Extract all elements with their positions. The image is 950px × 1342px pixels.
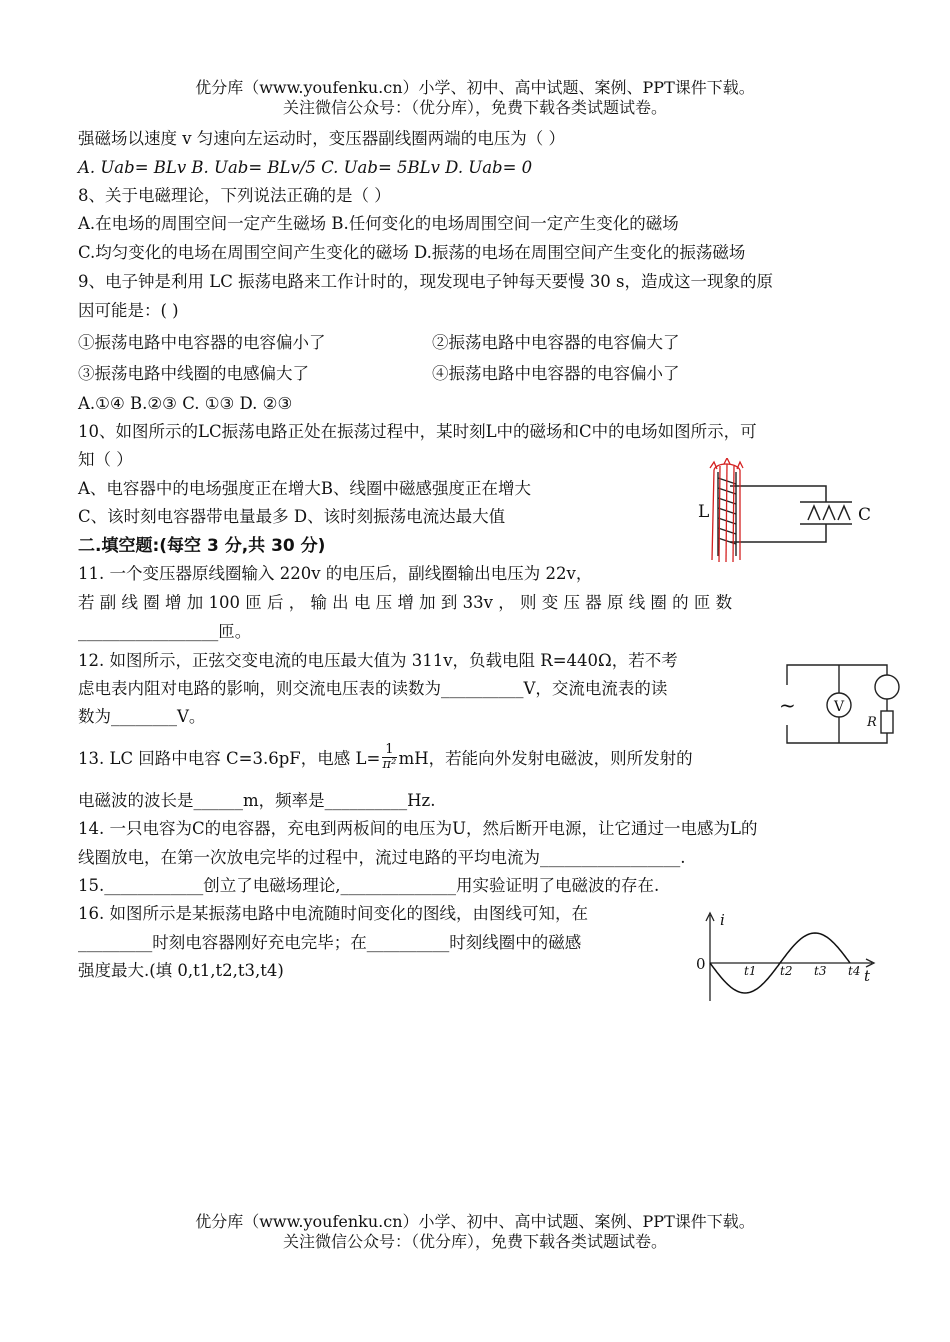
ammeter-icon <box>875 675 899 699</box>
q14-line-1: 14. 一只电容为C的电容器，充电到两板间的电压为U，然后断开电源，让它通过一电感为L的 <box>78 819 758 838</box>
graph-x-label: t <box>864 967 871 985</box>
q16-line-1: 16. 如图所示是某振荡电路中电流随时间变化的图线，由图线可知，在 <box>78 904 588 923</box>
footer-line-2: 关注微信公众号：（优分库），免费下载各类试题试卷。 <box>282 1232 667 1251</box>
q13-fraction-numerator: 1 <box>382 743 396 758</box>
section-2-title: 二.填空题:(每空 3 分,共 30 分) <box>78 536 326 556</box>
voltmeter-label: V <box>834 699 845 715</box>
capacitor-field-arrows <box>808 506 850 520</box>
ac-source-symbol: ~ <box>779 693 796 717</box>
q11-line-2: 若 副 线 圈 增 加 100 匝 后 ， 输 出 电 压 增 加 到 33v ， 则 变 压 器 原 线 圈 的 匝 数 <box>78 593 733 612</box>
q16-line-2: _________时刻电容器刚好充电完毕；在__________时刻线圈中的磁感 <box>78 933 582 952</box>
header-line-2: 关注微信公众号：（优分库），免费下载各类试题试卷。 <box>282 98 667 117</box>
graph-tick-t3: t3 <box>814 964 827 978</box>
q15-line-1: 15.____________创立了电磁场理论,______________用实验证明了电磁波的存在. <box>78 876 660 895</box>
q12-line-1: 12. 如图所示，正弦交变电流的电压最大值为 311v，负载电阻 R=440Ω，若不考 <box>78 651 678 670</box>
resistor-label: R <box>867 715 877 730</box>
q8-options-cd: C.均匀变化的电场在周围空间产生变化的磁场 D.振荡的电场在周围空间产生变化的振荡磁场 <box>78 243 746 262</box>
q7-stem: 强磁场以速度 v 匀速向左运动时，变压器副线圈两端的电压为（ ） <box>78 129 566 148</box>
q9-stem-2: 因可能是：( ) <box>78 301 179 320</box>
q13-line-2: 电磁波的波长是______m，频率是__________Hz. <box>78 791 436 810</box>
q13-part-2: mH，若能向外发射电磁波，则所发射的 <box>398 749 693 768</box>
header-line-1: 优分库（www.youfenku.cn）小学、初中、高中试题、案例、PPT课件下载。 <box>195 78 755 97</box>
inductor-label: L <box>698 502 710 522</box>
graph-tick-t4: t4 <box>848 964 861 978</box>
lc-circuit-wires <box>730 486 852 542</box>
graph-y-label: i <box>720 911 725 929</box>
q9-choice-2: ②振荡电路中电容器的电容偏大了 <box>432 333 680 352</box>
footer-line-1: 优分库（www.youfenku.cn）小学、初中、高中试题、案例、PPT课件下载。 <box>195 1212 755 1231</box>
q10-options-cd: C、该时刻电容器带电量最多 D、该时刻振荡电流达最大值 <box>78 507 506 526</box>
q13-line-1 <box>78 742 693 774</box>
q10-options-ab: A、电容器中的电场强度正在增大B、线圈中磁感强度正在增大 <box>78 479 532 498</box>
q9-choice-3: ③振荡电路中线圈的电感偏大了 <box>78 364 309 383</box>
lc-circuit-figure <box>690 458 880 568</box>
q9-choice-4: ④振荡电路中电容器的电容偏小了 <box>432 364 680 383</box>
current-time-graph <box>690 905 880 1005</box>
q9-choice-1: ①振荡电路中电容器的电容偏小了 <box>78 333 326 352</box>
graph-tick-t2: t2 <box>780 964 793 978</box>
resistor-icon <box>881 711 893 733</box>
q13-part-1: 13. LC 回路中电容 C=3.6pF，电感 L= <box>78 749 381 768</box>
q13-fraction-denominator: π² <box>382 757 397 772</box>
q12-line-2: 虑电表内阻对电路的影响，则交流电压表的读数为__________V，交流电流表的读 <box>78 679 668 698</box>
ac-circuit-figure <box>775 655 910 755</box>
q7-options: A. Uab= BLv B. Uab= BLv/5 C. Uab= 5BLv D. Uab= 0 <box>78 158 533 177</box>
q16-line-3: 强度最大.(填 0,t1,t2,t3,t4) <box>78 961 284 980</box>
q10-stem-1: 10、如图所示的LC振荡电路正处在振荡过程中，某时刻L中的磁场和C中的电场如图所示，可 <box>78 422 757 441</box>
q11-line-1: 11. 一个变压器原线圈输入 220v 的电压后，副线圈输出电压为 22v， <box>78 564 593 583</box>
q11-answer-blank[interactable]: _________________匝。 <box>78 622 252 641</box>
q9-options: A.①④ B.②③ C. ①③ D. ②③ <box>78 394 293 413</box>
q13-fraction <box>382 743 396 772</box>
q10-stem-2: 知（ ） <box>78 450 133 469</box>
q14-line-2: 线圈放电，在第一次放电完毕的过程中，流过电路的平均电流为_________________. <box>78 848 686 867</box>
q9-stem-1: 9、电子钟是利用 LC 振荡电路来工作计时的，现发现电子钟每天要慢 30 s，造成这一现象的原 <box>78 272 774 291</box>
capacitor-label: C <box>858 505 872 525</box>
q8-stem: 8、关于电磁理论，下列说法正确的是（ ） <box>78 186 391 205</box>
q8-options-ab: A.在电场的周围空间一定产生磁场 B.任何变化的电场周围空间一定产生变化的磁场 <box>78 214 679 233</box>
q12-line-3: 数为________V。 <box>78 707 206 726</box>
graph-tick-t1: t1 <box>744 964 757 978</box>
magnetic-field-lines <box>710 458 743 562</box>
graph-origin-label: 0 <box>696 955 706 973</box>
